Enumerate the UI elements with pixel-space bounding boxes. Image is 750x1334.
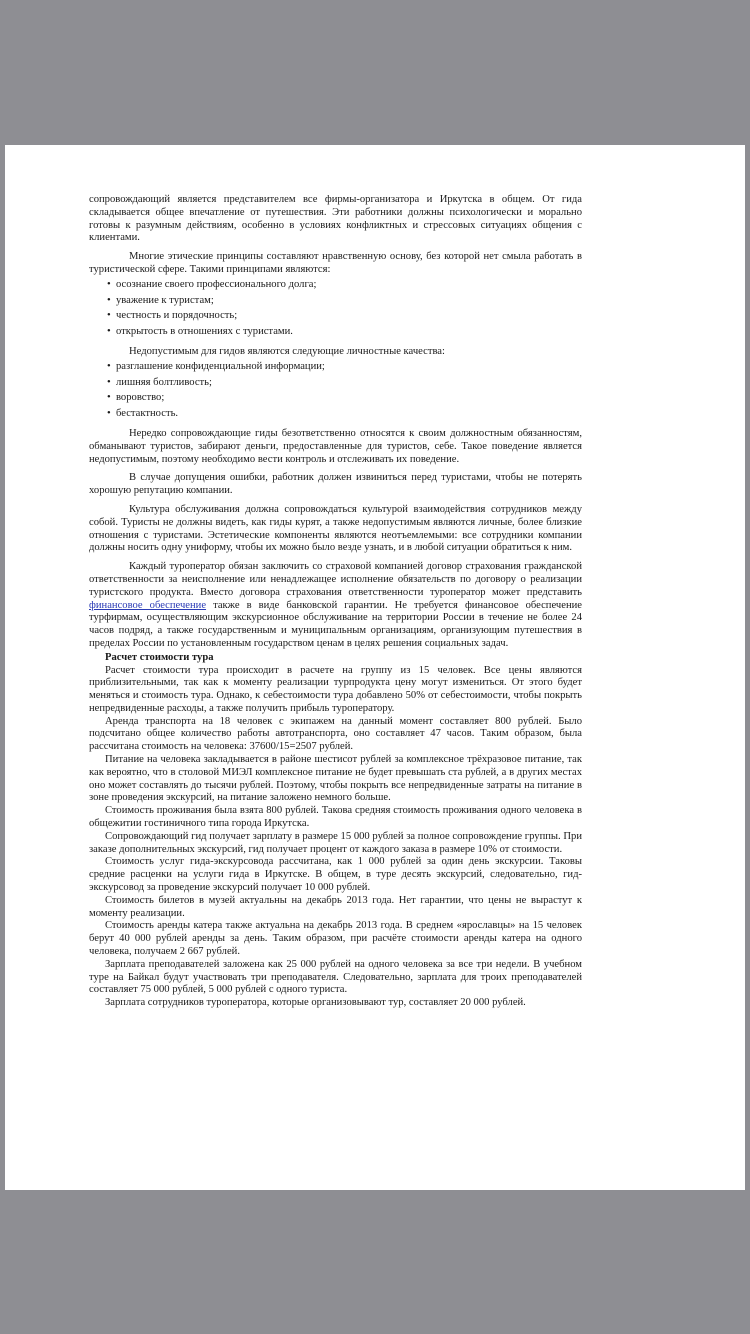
paragraph: Стоимость билетов в музей актуальны на декабрь 2013 года. Нет гарантии, что цены не вырастут к моменту реализации. [89, 894, 582, 919]
bad-qualities-list [89, 359, 582, 422]
paragraph-text: также в виде банковской гарантии. Не требуется финансовое обеспечение турфирмам, осуществляющим экскурсионное обслуживание на территории России в течение не более 24 часов подряд, а также государственным и муниципальным организациям, организующим путешествия в пределах России по установленным государством ценам в целях решения социальных задач. [89, 599, 582, 649]
paragraph-text: Каждый туроператор обязан заключить со страховой компанией договор страхования гражданской ответственности за неисполнение или ненадлежащее исполнение обязательств по договору о реализации туристского продукта. Вместо договора страхования ответственности туроператор может представить [89, 561, 582, 598]
paragraph: Культура обслуживания должна сопровождаться культурой взаимодействия сотрудников между собой. Туристы не должны видеть, как гиды курят, а также недопустимым являются личные, более близкие отношения с туристами. Эстетические компоненты являются неотъемлемыми: все сотрудники компании должны носить одну униформу, чтобы их можно было везде узнать, и в любой ситуации обратиться к ним. [89, 503, 582, 554]
paragraph: Стоимость услуг гида-экскурсовода рассчитана, как 1 000 рублей за один день экскурсии. Таковы средние расценки на услуги гида в Иркутске. В общем, в туре десять экскурсий, следовательно, гид-экскурсовод за проведение экскурсий получает 10 000 рублей. [89, 856, 582, 894]
bullet-icon: • [107, 392, 111, 404]
document-page[interactable] [5, 145, 745, 1190]
paragraph: Многие этические принципы составляют нравственную основу, без которой нет смыла работать в туристической сфере. Такими принципами являются: [89, 251, 582, 275]
list-item [89, 308, 582, 324]
list-item-text: открытость в отношениях с туристами. [116, 326, 293, 338]
paragraph: Питание на человека закладывается в районе шестисот рублей за комплексное трёхразовое питание, так как вероятно, что в столовой МИЭЛ комплексное питание не будет превышать ста рублей, а в других местах оно может составлять до тысячи рублей. Поэтому, чтобы покрыть все непредвиденные затраты на питание в зоне проведения экскурсий, на питание заложено немного больше. [89, 754, 582, 804]
paragraph [89, 561, 582, 651]
list-item-text: воровство; [116, 392, 165, 404]
list-item [89, 406, 582, 422]
page-content [89, 194, 582, 1010]
paragraph: Нередко сопровождающие гиды безответственно относятся к своим должностным обязанностям, обманывают туристов, забирают деньги, предоставленные для туристов, себе. Такое поведение является недопустимым, поэтому необходимо вести контроль и отслеживать их поведение. [89, 427, 582, 465]
list-item [89, 277, 582, 293]
principles-list [89, 277, 582, 340]
paragraph: Аренда транспорта на 18 человек с экипажем на данный момент составляет 800 рублей. Было подсчитано общее количество работы автотранспорта, оно составляет 47 часов. Таким образом, была рассчитана стоимость на человека: 37600/15=2507 рублей. [89, 715, 582, 753]
list-item-text: лишняя болтливость; [116, 376, 212, 388]
paragraph: Зарплата сотрудников туроператора, которые организовывают тур, составляет 20 000 рублей. [105, 997, 526, 1009]
bullet-icon: • [107, 326, 111, 338]
bullet-icon: • [107, 408, 111, 420]
list-item [89, 324, 582, 340]
list-item-text: уважение к туристам; [116, 294, 214, 306]
paragraph: В случае допущения ошибки, работник должен извиниться перед туристами, чтобы не потерять хорошую репутацию компании. [89, 472, 582, 497]
paragraph: Сопровождающий гид получает зарплату в размере 15 000 рублей за полное сопровождение группы. При заказе дополнительных экскурсий, гид получает процент от каждого заказа в размере 10% от стоимости. [89, 830, 582, 855]
section-heading: Расчет стоимости тура [105, 651, 214, 663]
list-item-text: осознание своего профессионального долга; [116, 278, 317, 290]
list-item-text: разглашение конфиденциальной информации; [116, 360, 325, 372]
paragraph: Стоимость аренды катера также актуальна на декабрь 2013 года. В среднем «ярославцы» на 15 человек берут 40 000 рублей аренды за день. Таким образом, при расчёте стоимости аренды катера на одного человека, получаем 2 667 рублей. [89, 920, 582, 958]
paragraph: Недопустимым для гидов являются следующие личностные качества: [129, 345, 445, 357]
list-item [89, 390, 582, 406]
paragraph: Зарплата преподавателей заложена как 25 000 рублей на одного человека за все три недели. В учебном туре на Байкал будут участвовать три преподавателя. Следовательно, зарплата для троих преподавателей составляет 75 000 рублей, 5 000 рублей с одного туриста. [89, 958, 582, 996]
financial-guarantee-link[interactable]: финансовое обеспечение [89, 599, 207, 611]
paragraph: Стоимость проживания была взята 800 рублей. Такова средняя стоимость проживания одного человека в общежитии гостиничного типа города Иркутска. [89, 805, 582, 830]
bullet-icon: • [107, 278, 111, 290]
paragraph: сопровождающий является представителем все фирмы-организатора и Иркутска в общем. От гида складывается общее впечатление от путешествия. Эти работники должны психологически и морально готовы к разумным действиям, особенно в условиях конфликтных и стрессовых ситуациях общения с клиентами. [89, 194, 582, 244]
list-item [89, 375, 582, 391]
list-item-text: бестактность. [116, 408, 179, 420]
list-item [89, 359, 582, 375]
bullet-icon: • [107, 294, 111, 306]
paragraph: Расчет стоимости тура происходит в расчете на группу из 15 человек. Все цены являются приблизительными, так как к моменту реализации турпродукта цену могут измениться. От этого будет меняться и стоимость тура. Однако, к себестоимости тура добавлено 50% от себестоимости, чтобы покрыть непредвиденные расходы, а также получить прибыль туроператору. [89, 664, 582, 714]
bullet-icon: • [107, 360, 111, 372]
list-item [89, 293, 582, 309]
list-item-text: честность и порядочность; [116, 310, 238, 322]
bullet-icon: • [107, 310, 111, 322]
bullet-icon: • [107, 376, 111, 388]
